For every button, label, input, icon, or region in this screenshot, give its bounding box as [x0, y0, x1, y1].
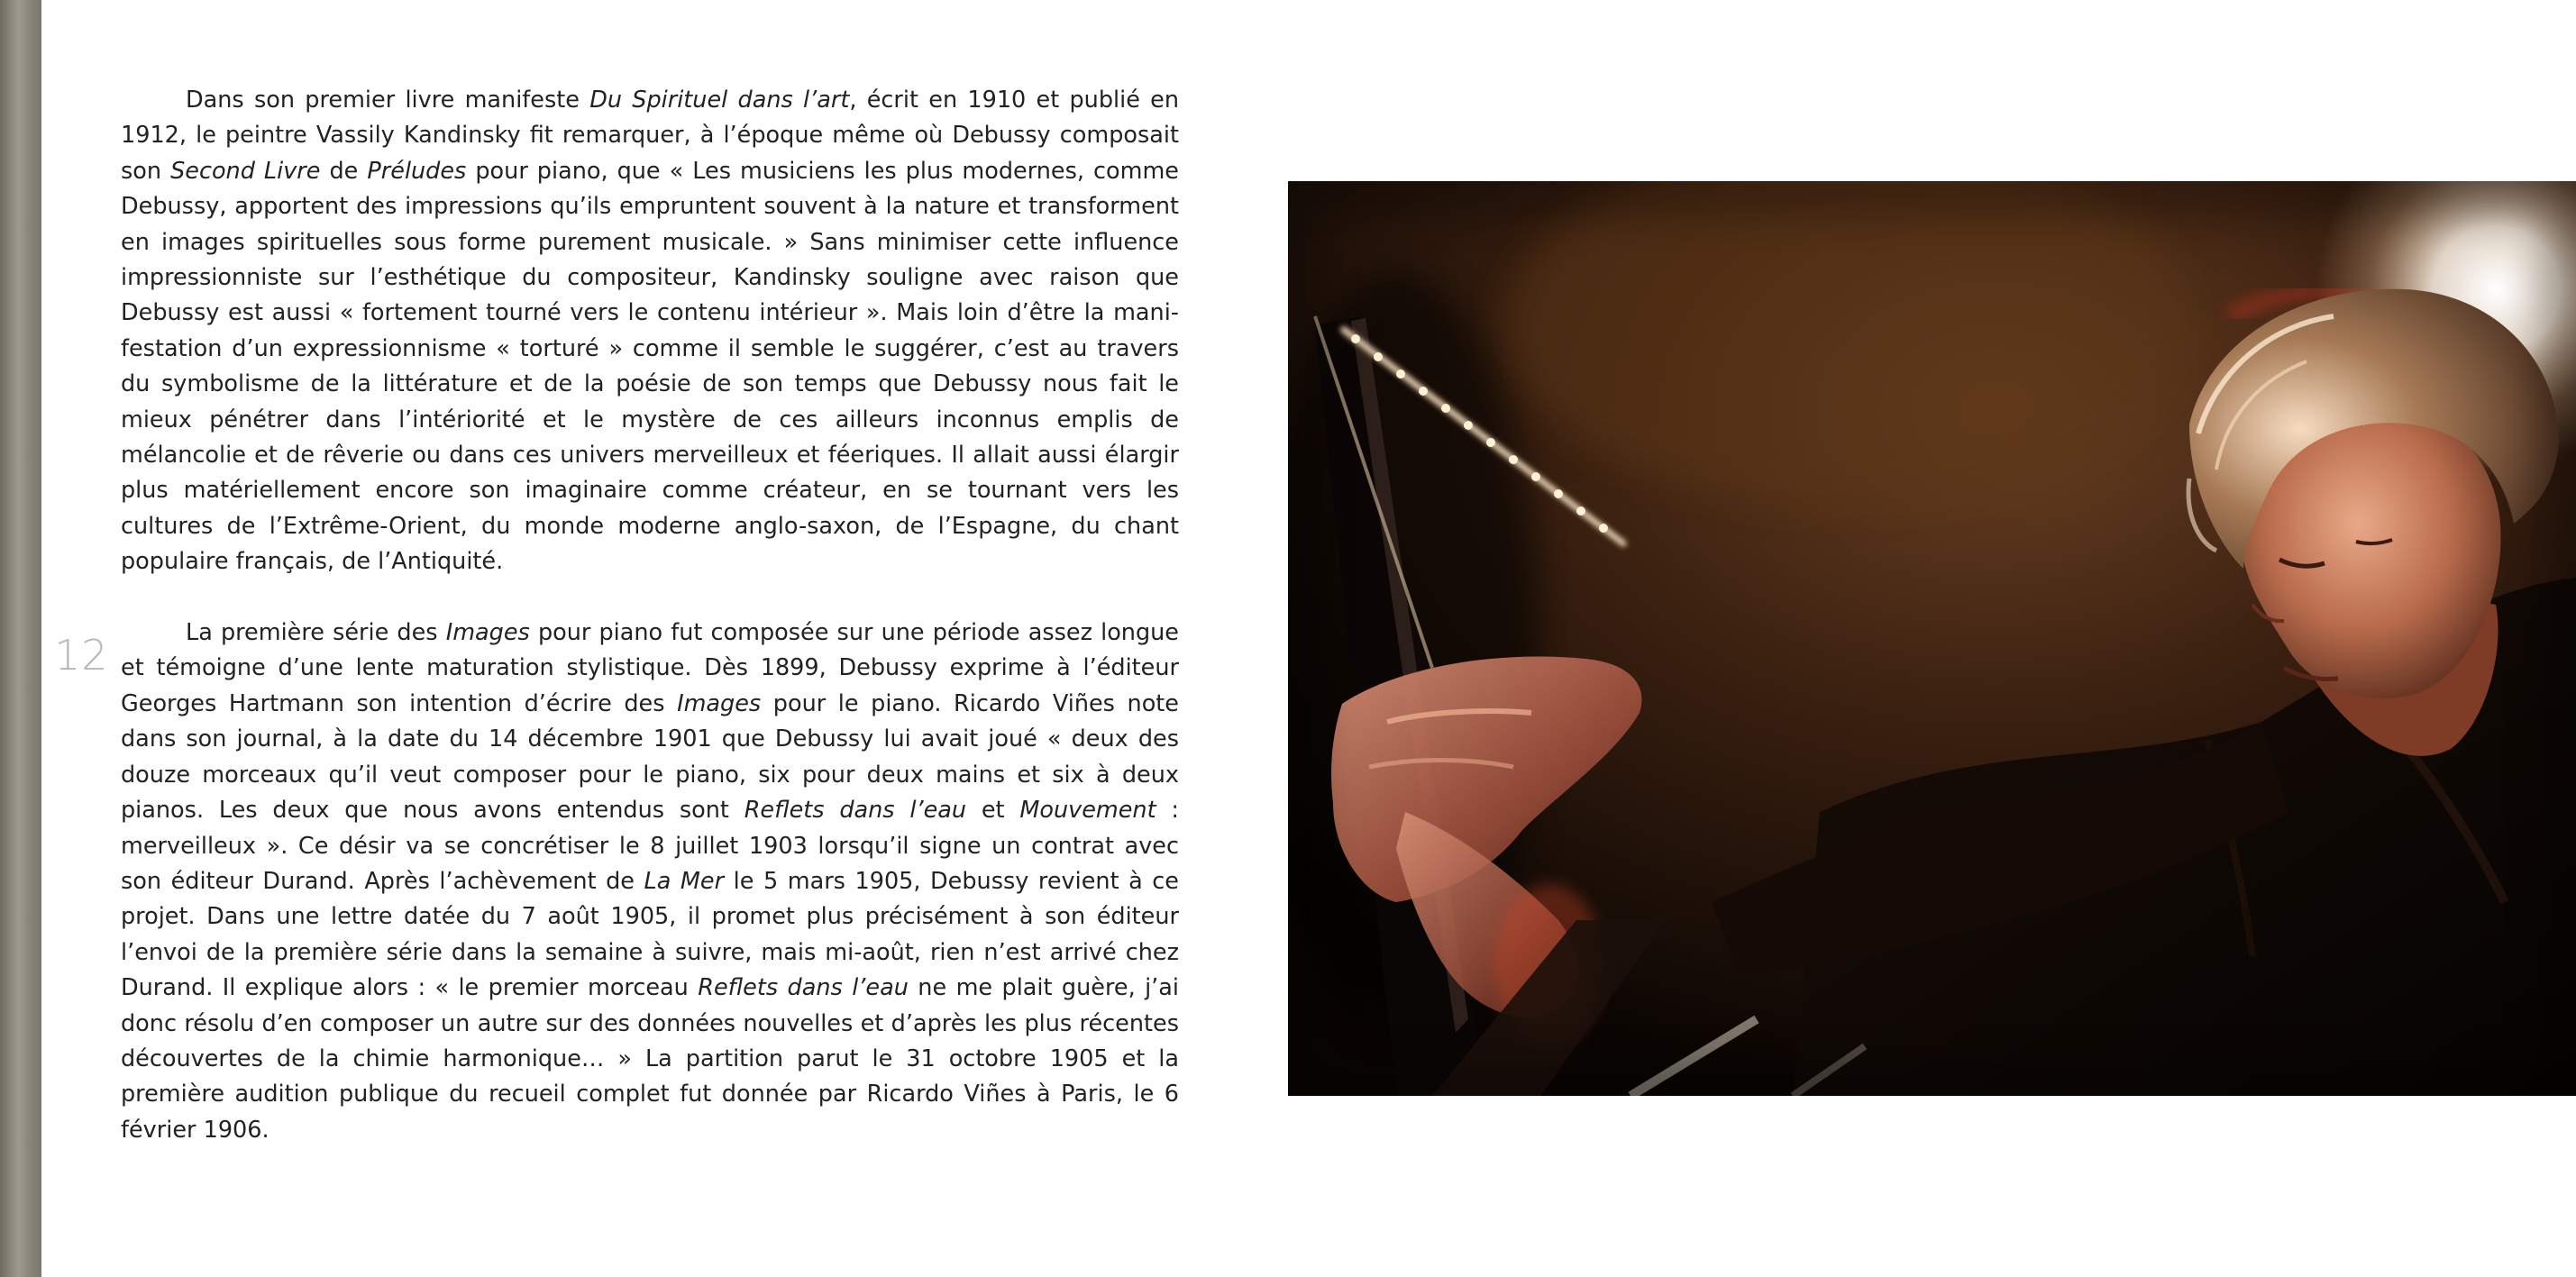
text-run: Dans son premier livre manifeste — [186, 87, 590, 114]
text-run: pour piano fut composée sur une période assez longue et témoigne d’une lente maturation stylistique. Dès 1899, Debussy exprime à l’éditeur Georges Hartmann son intention d’écrire des — [121, 619, 1179, 717]
text-run: le 5 mars 1905, Debussy revient à ce projet. Dans une lettre datée du 7 août 1905, il promet plus précisément à son éditeur l’envoi de la première série dans la semaine à suivre, mais mi-août, rien n’est arrivé chez Durand. Il explique alors : « le premier morceau — [121, 867, 1179, 1002]
title-la-mer: La Mer — [644, 867, 725, 895]
body-text — [121, 83, 1179, 1148]
text-run: La première série des — [186, 619, 446, 647]
binding-strip — [0, 0, 41, 1277]
paragraph-images — [121, 616, 1179, 1148]
text-run: de — [320, 157, 368, 185]
title-reflets-dans-l-eau: Reflets dans l’eau — [698, 974, 909, 1002]
text-run: ne me plait guère, j’ai donc résolu d’en composer un autre sur des données nouvelles et d’après les plus récentes découvertes de la chimie harmonique… » La partition parut le 31 octobre 1905 et la première audition publique du recueil complet fut donnée par Ricardo Viñes à Paris, le 6 février 1906. — [121, 974, 1179, 1144]
title-preludes: Préludes — [367, 157, 467, 185]
pianist-performing-photo — [1288, 181, 2576, 1096]
title-reflets-dans-l-eau: Reflets dans l’eau — [744, 797, 967, 825]
text-run: pour piano, que « Les musiciens les plus modernes, comme Debussy, apportent des impressions qu’ils empruntent souvent à la nature et transforment en images spirituelles sous forme purement musicale. » Sans minimiser cette influence impressionniste sur l’esthétique du compositeur, Kandinsky souligne avec raison que Debussy est aussi « fortement tourné vers le contenu intérieur ». Mais loin d’être la manifestation d’un expressionnisme « torturé » comme il semble le suggérer, c’est au travers du symbolisme de la littérature et de la poésie de son temps que Debussy nous fait le mieux pénétrer dans l’intériorité et le mystère de ces ailleurs inconnus emplis de mélancolie et de rêverie ou dans ces univers merveilleux et féeriques. Il allait aussi élargir plus matériellement encore son imaginaire comme créateur, en se tournant vers les cultures de l’Extrême-Orient, du monde moderne anglo-saxon, de l’Espagne, du chant populaire français, de l’Antiquité. — [121, 157, 1179, 576]
paragraph-kandinsky — [121, 83, 1179, 580]
title-du-spirituel: Du Spirituel dans l’art — [589, 87, 850, 114]
text-run: , écrit en 1910 et publié en 1912, le peintre Vassily Kandinsky fit remarquer, à l’époque même où Debussy composait son — [121, 87, 1179, 185]
title-mouvement: Mouvement — [1019, 797, 1156, 825]
text-run: et — [966, 797, 1020, 825]
text-run: : merveilleux ». Ce désir va se concrétiser le 8 juillet 1903 lorsqu’il signe un contrat avec son éditeur Durand. Après l’achèvement de — [121, 797, 1179, 895]
title-images: Images — [677, 689, 762, 717]
title-second-livre: Second Livre — [170, 157, 321, 185]
title-images: Images — [445, 619, 530, 647]
page-number: 12 — [54, 631, 109, 680]
text-run: pour le piano. Ricardo Viñes note dans son journal, à la date du 14 décembre 1901 que Debussy lui avait joué « deux des douze morceaux qu’il veut composer pour le piano, six pour deux mains et six à deux pianos. Les deux que nous avons entendus sont — [121, 689, 1179, 825]
